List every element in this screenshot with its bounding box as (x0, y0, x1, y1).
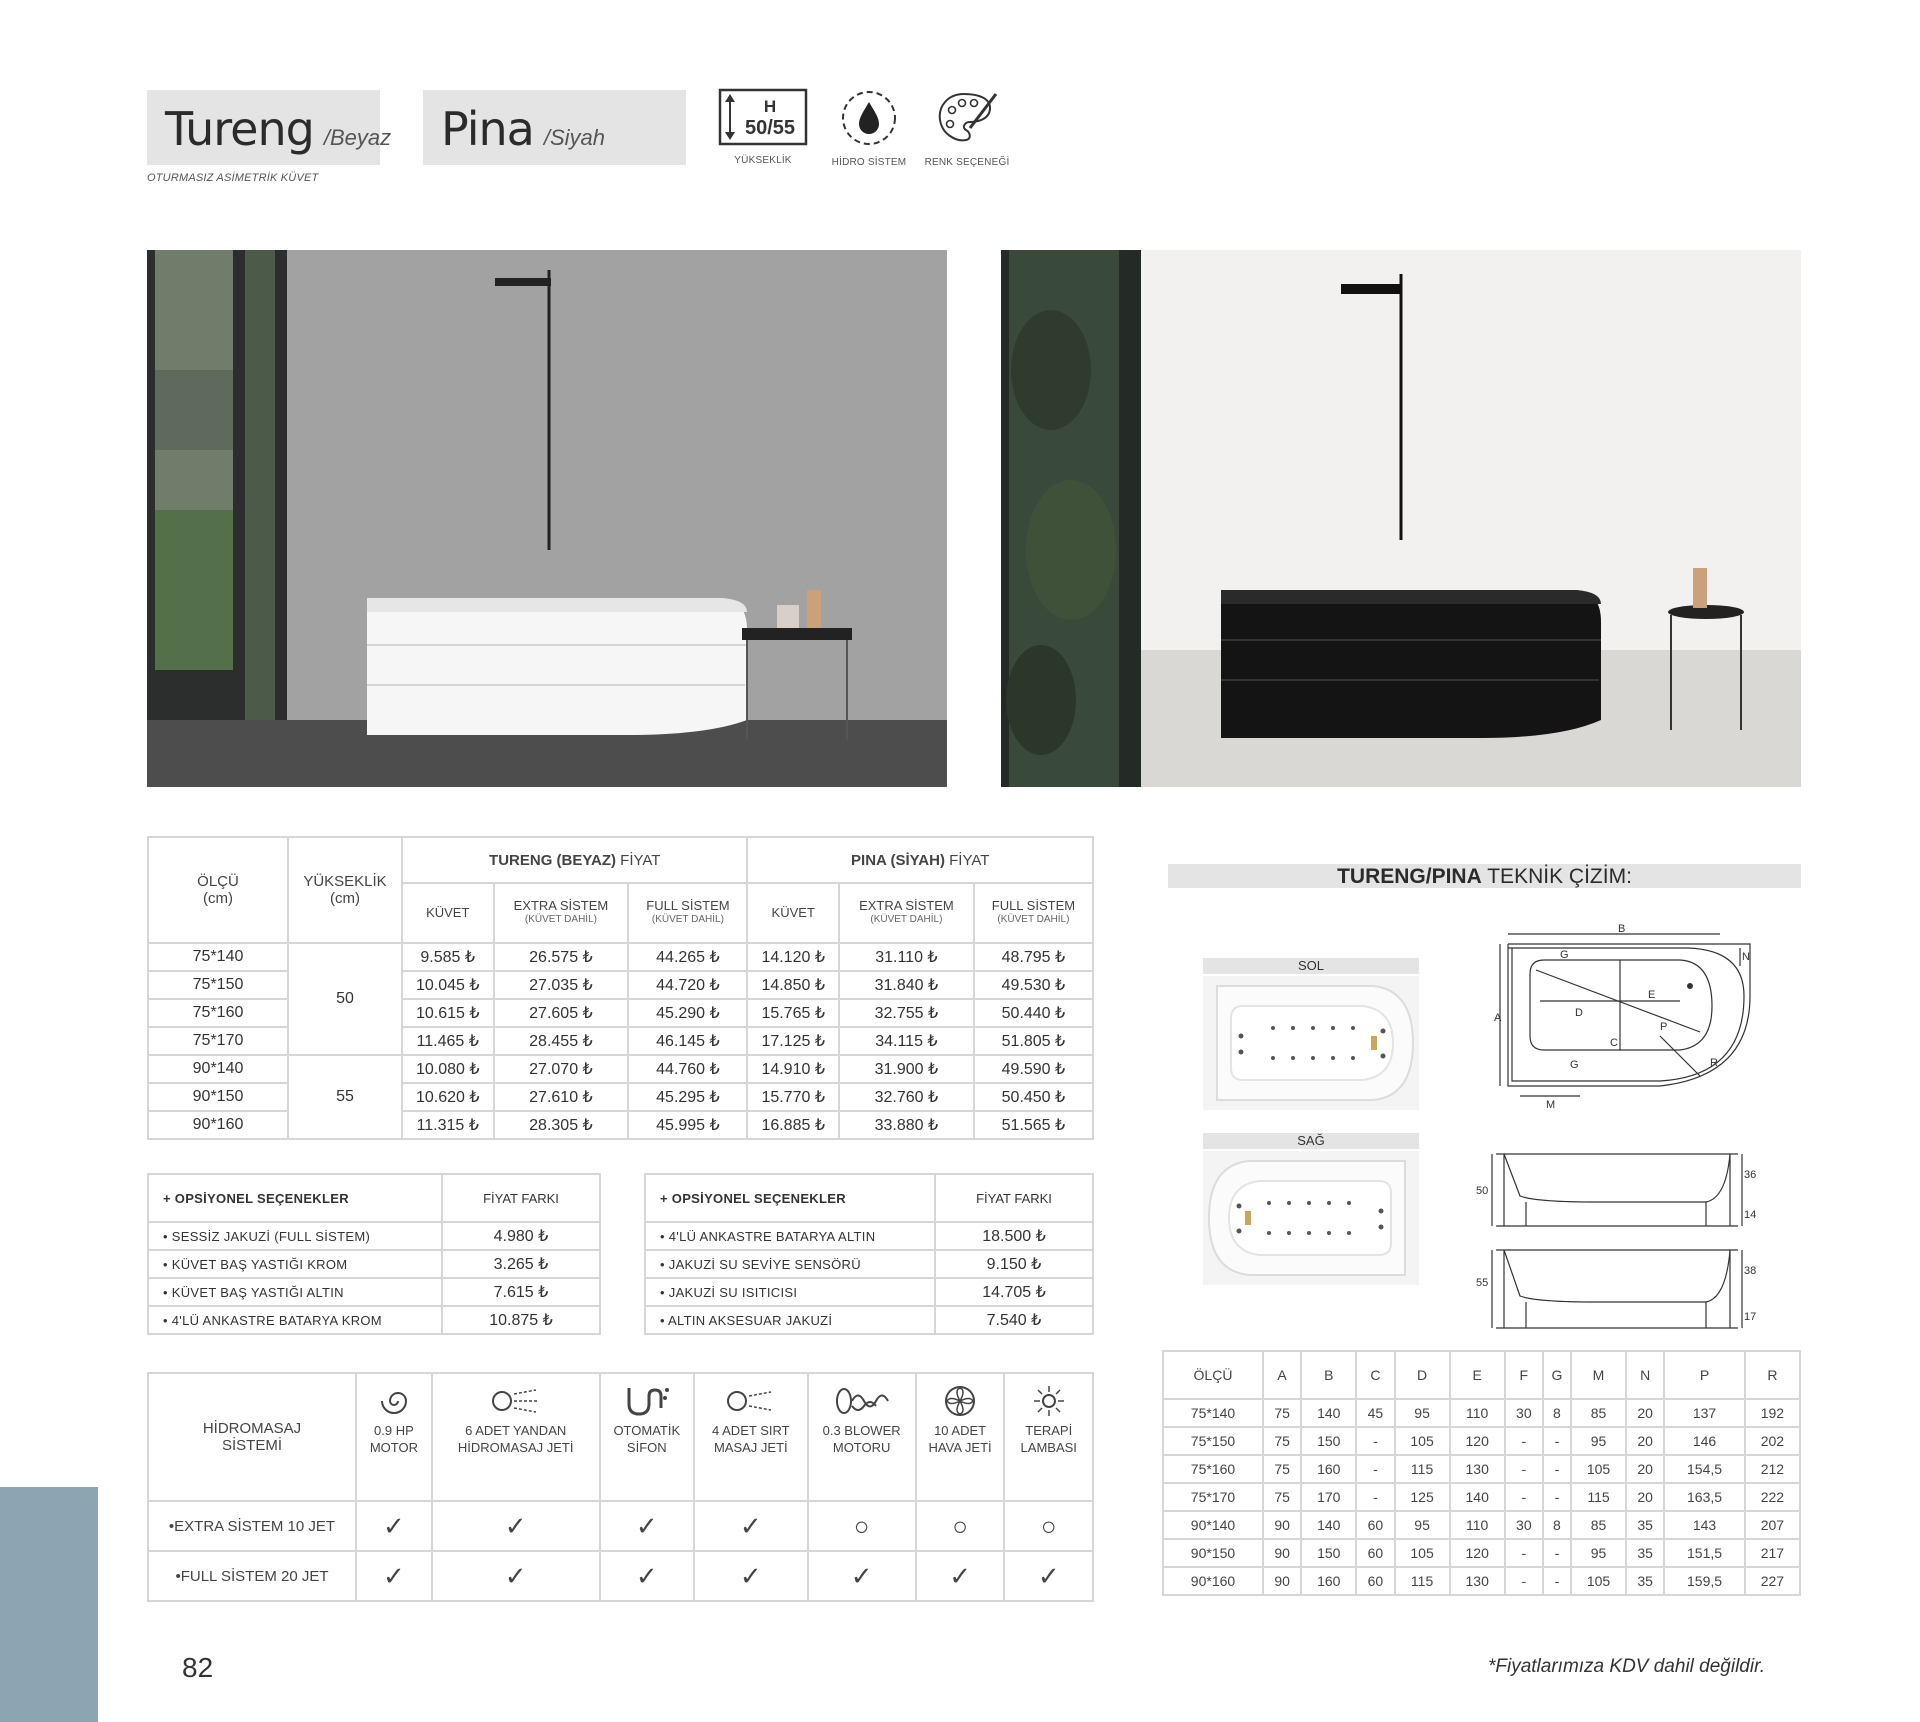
svg-text:50/55: 50/55 (744, 117, 796, 139)
table-row: 90*150 10.620 ₺ 27.610 ₺ 45.295 ₺ 15.770 ₺ 32.760 ₺ 50.450 ₺ (148, 1083, 1093, 1111)
group-tureng: TURENG (BEYAZ) FİYAT (402, 837, 747, 883)
hydro-feature: 0.9 HP MOTOR (356, 1373, 432, 1501)
back-jet-icon (727, 1384, 775, 1418)
price-diff-header: FİYAT FARKI (935, 1174, 1093, 1222)
price-diff-header: FİYAT FARKI (442, 1174, 600, 1222)
check-icon: ✓ (432, 1551, 600, 1601)
hydro-feature: 4 ADET SIRT MASAJ JETİ (694, 1373, 808, 1501)
air-jet-icon (940, 1384, 980, 1418)
product2-title-box (423, 90, 686, 165)
motor-icon (374, 1384, 414, 1418)
option-row: • JAKUZİ SU SEVİYE SENSÖRÜ 9.150 ₺ (645, 1250, 1093, 1278)
sub-kuvet: KÜVET (747, 883, 839, 943)
dim-letter-m: M (1546, 1099, 1556, 1111)
hydro-feature: TERAPİ LAMBASI (1004, 1373, 1093, 1501)
vat-footnote: *Fiyatlarımıza KDV dahil değildir. (1487, 1656, 1765, 1677)
side1-a: 36 (1744, 1169, 1757, 1181)
table-row: 75*140 50 9.585 ₺ 26.575 ₺ 44.265 ₺ 14.120 ₺ 31.110 ₺ 48.795 ₺ (148, 943, 1093, 971)
side2-b: 17 (1744, 1311, 1757, 1323)
table-row: 75*170 75 170 - 125 140 - - 115 20 163,5 222 (1163, 1483, 1800, 1511)
check-icon: ✓ (356, 1551, 432, 1601)
option-row: • ALTIN AKSESUAR JAKUZİ 7.540 ₺ (645, 1306, 1093, 1334)
color-palette-icon (934, 88, 1000, 148)
dim-letter-p: P (1660, 1021, 1668, 1033)
col-olcu: ÖLÇÜ (cm) (148, 837, 288, 943)
siphon-icon (623, 1384, 671, 1418)
side2-a: 38 (1744, 1265, 1757, 1277)
dimensions-table (1162, 1350, 1801, 1596)
check-icon: ✓ (356, 1501, 432, 1551)
dim-letter-e: E (1648, 989, 1656, 1001)
table-row: 90*140 90 140 60 95 110 30 8 85 35 143 207 (1163, 1511, 1800, 1539)
empty-circle-icon: ○ (916, 1501, 1005, 1551)
feature-color-caption: RENK SEÇENEĞİ (924, 157, 1010, 168)
options-header: + OPSİYONEL SEÇENEKLER (148, 1174, 442, 1222)
feature-hydro (814, 88, 924, 168)
side-jet-icon (492, 1384, 540, 1418)
options-header: + OPSİYONEL SEÇENEKLER (645, 1174, 935, 1222)
product2-color: /Siyah (543, 125, 606, 150)
check-icon: ✓ (694, 1501, 808, 1551)
options-table-left (147, 1173, 601, 1335)
options-table-right (644, 1173, 1094, 1335)
dim-letter-g2: G (1570, 1059, 1579, 1071)
sub-extra: EXTRA SİSTEM (KÜVET DAHİL) (494, 883, 629, 943)
table-row: 75*160 10.615 ₺ 27.605 ₺ 45.290 ₺ 15.765 ₺ 32.755 ₺ 50.440 ₺ (148, 999, 1093, 1027)
table-row: 90*160 90 160 60 115 130 - - 105 35 159,5 227 (1163, 1567, 1800, 1595)
check-icon: ✓ (808, 1551, 916, 1601)
hydro-feature: 10 ADET HAVA JETİ (916, 1373, 1005, 1501)
right-tub-top-view (1203, 1151, 1419, 1285)
dim-letter-r: R (1710, 1057, 1718, 1069)
table-row: 90*140 55 10.080 ₺ 27.070 ₺ 44.760 ₺ 14.910 ₺ 31.900 ₺ 49.590 ₺ (148, 1055, 1093, 1083)
side-profile-55 (1476, 1244, 1756, 1336)
dim-letter-g: G (1560, 949, 1569, 961)
check-icon: ✓ (694, 1551, 808, 1601)
height-cell: 50 (288, 943, 402, 1055)
price-table (147, 836, 1094, 1140)
option-row: • KÜVET BAŞ YASTIĞI KROM 3.265 ₺ (148, 1250, 600, 1278)
sub-extra: EXTRA SİSTEM (KÜVET DAHİL) (839, 883, 974, 943)
table-row: 75*140 75 140 45 95 110 30 8 85 20 137 192 (1163, 1399, 1800, 1427)
side1-height: 50 (1476, 1185, 1489, 1197)
product1-title-box (147, 90, 392, 165)
hydro-title: HİDROMASAJ SİSTEMİ (148, 1373, 356, 1501)
height-cell: 55 (288, 1055, 402, 1139)
height-icon (718, 88, 808, 146)
svg-text:H: H (763, 97, 777, 116)
sub-full: FULL SİSTEM (KÜVET DAHİL) (974, 883, 1093, 943)
hydro-row-extra: •EXTRA SİSTEM 10 JET ✓ ✓ ✓ ✓ ○ ○ ○ (148, 1501, 1093, 1551)
feature-hydro-caption: HİDRO SİSTEM (831, 157, 907, 168)
check-icon: ✓ (916, 1551, 1005, 1601)
product1-name: Tureng (165, 102, 314, 156)
check-icon: ✓ (1004, 1551, 1093, 1601)
feature-height-caption: YÜKSEKLİK (734, 155, 792, 166)
col-yukseklik: YÜKSEKLİK (cm) (288, 837, 402, 943)
side-profile-50 (1476, 1146, 1756, 1236)
option-row: • KÜVET BAŞ YASTIĞI ALTIN 7.615 ₺ (148, 1278, 600, 1306)
table-row: 75*160 75 160 - 115 130 - - 105 20 154,5 212 (1163, 1455, 1800, 1483)
left-view-label: SOL (1203, 958, 1419, 974)
check-icon: ✓ (600, 1551, 695, 1601)
side1-b: 14 (1744, 1209, 1757, 1221)
group-pina: PINA (SİYAH) FİYAT (747, 837, 1093, 883)
feature-height (708, 88, 818, 166)
check-icon: ✓ (600, 1501, 695, 1551)
table-row: 75*150 75 150 - 105 120 - - 95 20 146 202 (1163, 1427, 1800, 1455)
option-row: • 4'LÜ ANKASTRE BATARYA KROM 10.875 ₺ (148, 1306, 600, 1334)
sub-full: FULL SİSTEM (KÜVET DAHİL) (628, 883, 747, 943)
product1-color: /Beyaz (323, 125, 392, 150)
empty-circle-icon: ○ (1004, 1501, 1093, 1551)
option-row: • JAKUZİ SU ISITICISI 14.705 ₺ (645, 1278, 1093, 1306)
pina-black-bathtub-photo (1001, 250, 1801, 787)
dim-letter-b: B (1618, 923, 1626, 935)
table-row: 75*150 10.045 ₺ 27.035 ₺ 44.720 ₺ 14.850 ₺ 31.840 ₺ 49.530 ₺ (148, 971, 1093, 999)
option-row: • 4'LÜ ANKASTRE BATARYA ALTIN 18.500 ₺ (645, 1222, 1093, 1250)
technical-drawing-title: TURENG/PINA TEKNİK ÇİZİM: (1168, 864, 1801, 888)
table-row: 90*150 90 150 60 105 120 - - 95 35 151,5 217 (1163, 1539, 1800, 1567)
therapy-lamp-icon (1029, 1384, 1069, 1418)
product2-name: Pina (441, 102, 534, 156)
option-row: • SESSİZ JAKUZİ (FULL SİSTEM) 4.980 ₺ (148, 1222, 600, 1250)
page-number: 82 (182, 1652, 214, 1683)
hydro-feature: 6 ADET YANDAN HİDROMASAJ JETİ (432, 1373, 600, 1501)
check-icon: ✓ (432, 1501, 600, 1551)
feature-color (912, 88, 1022, 168)
table-row: 90*160 11.315 ₺ 28.305 ₺ 45.995 ₺ 16.885 ₺ 33.880 ₺ 51.565 ₺ (148, 1111, 1093, 1139)
right-view-label: SAĞ (1203, 1133, 1419, 1149)
side2-height: 55 (1476, 1277, 1489, 1289)
hydromassage-table (147, 1372, 1094, 1602)
tureng-white-bathtub-photo (147, 250, 947, 787)
hydro-feature: OTOMATİK SİFON (600, 1373, 695, 1501)
sub-kuvet: KÜVET (402, 883, 494, 943)
dim-letter-c: C (1610, 1037, 1618, 1049)
hydro-row-full: •FULL SİSTEM 20 JET ✓ ✓ ✓ ✓ ✓ ✓ ✓ (148, 1551, 1093, 1601)
technical-top-drawing (1494, 923, 1762, 1112)
dim-letter-n: N (1742, 951, 1750, 963)
blower-icon (834, 1384, 890, 1418)
dimensions-header-row: ÖLÇÜ A B C D E F G M N P R (1163, 1351, 1800, 1399)
side-accent-bar (0, 1487, 98, 1722)
dim-letter-d: D (1575, 1007, 1583, 1019)
left-tub-top-view (1203, 976, 1419, 1110)
table-row: 75*170 11.465 ₺ 28.455 ₺ 46.145 ₺ 17.125 ₺ 34.115 ₺ 51.805 ₺ (148, 1027, 1093, 1055)
empty-circle-icon: ○ (808, 1501, 916, 1551)
dim-letter-a: A (1494, 1012, 1502, 1024)
product-subtitle: OTURMASIZ ASİMETRİK KÜVET (147, 172, 319, 184)
hydro-system-icon (839, 88, 899, 148)
hydro-feature: 0.3 BLOWER MOTORU (808, 1373, 916, 1501)
